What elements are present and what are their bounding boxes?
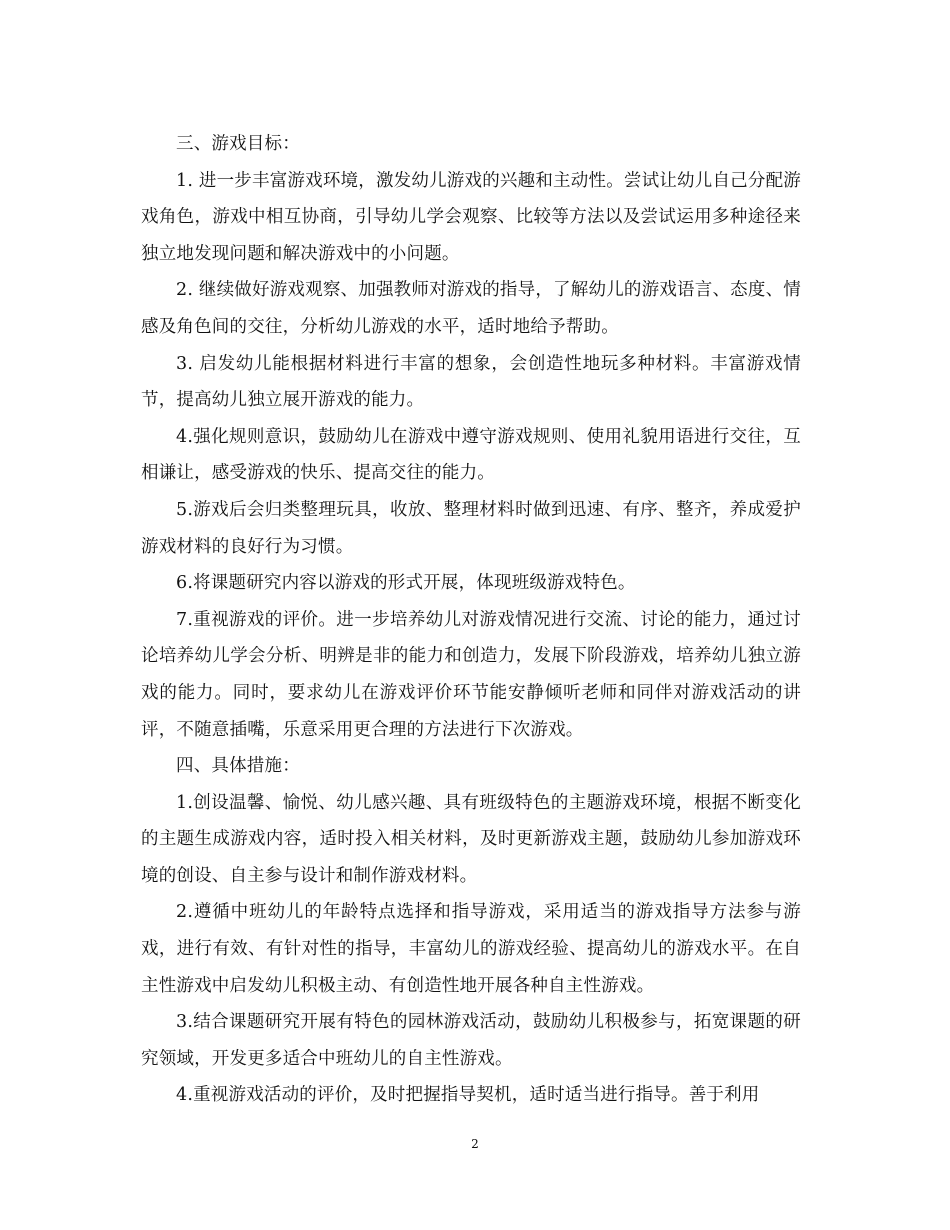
measure-item-4: 4.重视游戏活动的评价，及时把握指导契机，适时适当进行指导。善于利用 xyxy=(176,1085,760,1106)
goal-item-5: 5.游戏后会归类整理玩具，收放、整理材料时做到迅速、有序、整齐，养成爱护游戏材料的良好行为习惯。 xyxy=(141,499,801,557)
goal-item-7: 7.重视游戏的评价。进一步培养幼儿对游戏情况进行交流、讨论的能力，通过讨论培养幼儿学会分析、明辨是非的能力和创造力，发展下阶段游戏，培养幼儿独立游戏的能力。同时，要求幼儿在游戏评价环节能安静倾听老师和同伴对游戏活动的讲评，不随意插嘴，乐意采用更合理的方法进行下次游戏。 xyxy=(141,609,801,740)
goal-item-6: 6.将课题研究内容以游戏的形式开展，体现班级游戏特色。 xyxy=(176,573,636,594)
section-heading-goals: 三、游戏目标： xyxy=(176,134,300,154)
document-body xyxy=(141,126,801,1114)
measure-item-3: 3.结合课题研究开展有特色的园林游戏活动，鼓励幼儿积极参与，拓宽课题的研究领域，开发更多适合中班幼儿的自主性游戏。 xyxy=(141,1012,801,1069)
page-number: 2 xyxy=(471,1137,479,1151)
measure-item-2: 2.遵循中班幼儿的年龄特点选择和指导游戏，采用适当的游戏指导方法参与游戏，进行有效、有针对性的指导，丰富幼儿的游戏经验、提高幼儿的游戏水平。在自主性游戏中启发幼儿积极主动、有创造性地开展各种自主性游戏。 xyxy=(141,902,801,996)
goal-item-4: 4.强化规则意识，鼓励幼儿在游戏中遵守游戏规则、使用礼貌用语进行交往，互相谦让，感受游戏的快乐、提高交往的能力。 xyxy=(141,426,801,484)
measure-item-1: 1.创设温馨、愉悦、幼儿感兴趣、具有班级特色的主题游戏环境，根据不断变化的主题生成游戏内容，适时投入相关材料，及时更新游戏主题，鼓励幼儿参加游戏环境的创设、自主参与设计和制作游戏材料。 xyxy=(141,792,801,886)
goal-item-2: 2. 继续做好游戏观察、加强教师对游戏的指导，了解幼儿的游戏语言、态度、情感及角色间的交往，分析幼儿游戏的水平，适时地给予帮助。 xyxy=(141,280,801,337)
section-heading-measures: 四、具体措施： xyxy=(176,756,300,777)
goal-item-3: 3. 启发幼儿能根据材料进行丰富的想象，会创造性地玩多种材料。丰富游戏情节，提高幼儿独立展开游戏的能力。 xyxy=(141,353,801,411)
goal-item-1: 1. 进一步丰富游戏环境，激发幼儿游戏的兴趣和主动性。尝试让幼儿自己分配游戏角色，游戏中相互协商，引导幼儿学会观察、比较等方法以及尝试运用多种途径来独立地发现问题和解决游戏中的小问题。 xyxy=(141,170,801,264)
